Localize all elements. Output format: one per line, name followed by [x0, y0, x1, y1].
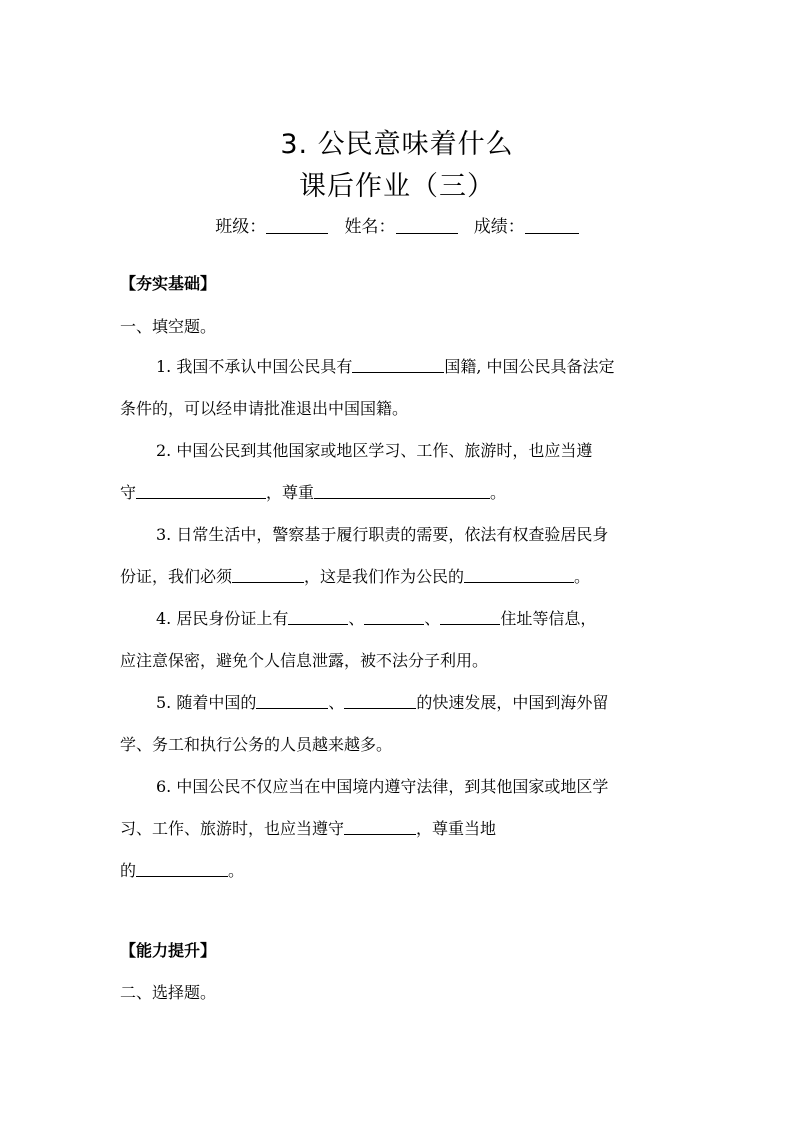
question-3-line-2: 份证，我们必须 ，这是我们作为公民的 。 [120, 567, 591, 586]
question-5-line-2: 学、务工和执行公务的人员越来越多。 [120, 735, 393, 754]
answer-blank[interactable] [364, 610, 424, 625]
answer-blank[interactable] [344, 820, 416, 835]
answer-blank[interactable] [440, 610, 500, 625]
question-2-line-1: 2. 中国公民到其他国家或地区学习、工作、旅游时，也应当遵 [156, 441, 593, 460]
answer-blank[interactable] [232, 568, 304, 583]
question-1-line-2: 条件的，可以经申请批准退出中国国籍。 [120, 399, 409, 418]
question-1-line-1: 1. 我国不承认中国公民具有 国籍, 中国公民具备法定 [156, 357, 615, 376]
class-label: 班级： [215, 217, 267, 237]
question-4-line-2: 应注意保密，避免个人信息泄露，被不法分子利用。 [120, 651, 489, 670]
question-type-multiple-choice: 二、选择题。 [120, 983, 217, 1002]
page-title: 3. 公民意味着什么 [280, 129, 514, 160]
answer-blank[interactable] [288, 610, 348, 625]
student-info-line [0, 212, 794, 237]
name-label: 姓名： [344, 217, 396, 237]
answer-blank[interactable] [344, 694, 416, 709]
answer-blank[interactable] [136, 484, 266, 499]
answer-blank[interactable] [136, 862, 228, 877]
question-4-line-1: 4. 居民身份证上有 、 、 住址等信息， [156, 609, 597, 628]
section-heading-advanced: 【能力提升】 [120, 941, 217, 960]
answer-blank[interactable] [314, 484, 490, 499]
section-heading-basic: 【夯实基础】 [120, 274, 217, 293]
question-6-line-1: 6. 中国公民不仅应当在中国境内遵守法律，到其他国家或地区学 [156, 777, 609, 796]
name-blank[interactable] [396, 217, 458, 234]
answer-blank[interactable] [256, 694, 328, 709]
class-blank[interactable] [266, 217, 328, 234]
question-type-fill-blank: 一、填空题。 [120, 317, 217, 336]
question-2-line-2: 守 ，尊重 。 [120, 483, 507, 502]
question-5-line-1: 5. 随着中国的 、 的快速发展，中国到海外留 [156, 693, 609, 712]
answer-blank[interactable] [464, 568, 574, 583]
page-subtitle: 课后作业（三） [299, 171, 495, 202]
question-6-line-2: 习、工作、旅游时，也应当遵守 ，尊重当地 [120, 819, 497, 838]
score-label: 成绩： [473, 217, 525, 237]
answer-blank[interactable] [352, 358, 444, 373]
score-blank[interactable] [525, 217, 579, 234]
question-6-line-3: 的 。 [120, 861, 245, 880]
question-3-line-1: 3. 日常生活中，警察基于履行职责的需要，依法有权查验居民身 [156, 525, 609, 544]
